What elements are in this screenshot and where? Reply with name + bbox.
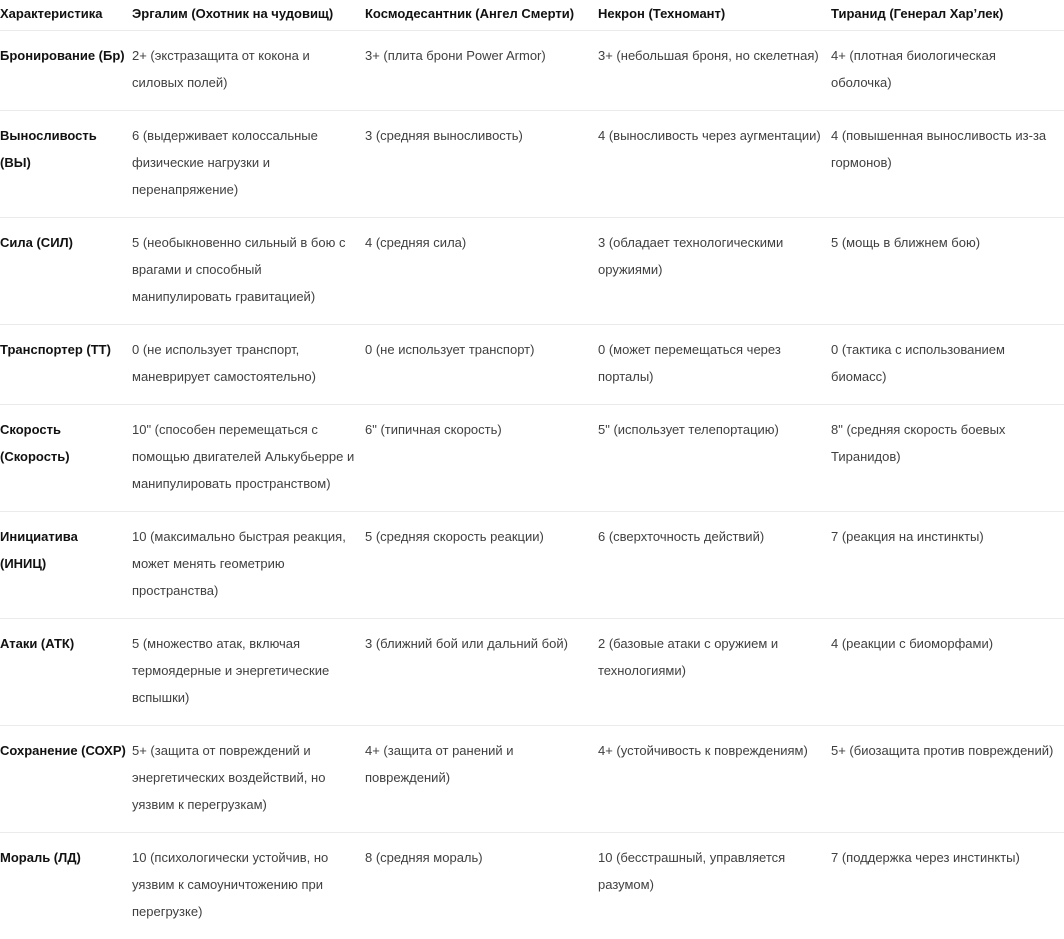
- row-label: Скорость (Скорость): [0, 405, 132, 512]
- table-row: [0, 512, 1064, 619]
- row-label: Инициатива (ИНИЦ): [0, 512, 132, 619]
- stat-cell: 5+ (биозащита против повреждений): [831, 726, 1064, 833]
- table-row: [0, 405, 1064, 512]
- stat-cell: 6 (сверхточность действий): [598, 512, 831, 619]
- stat-cell: 5 (средняя скорость реакции): [365, 512, 598, 619]
- row-label: Выносливость (ВЫ): [0, 111, 132, 218]
- stat-cell: 10 (бесстрашный, управляется разумом): [598, 833, 831, 939]
- stat-cell: 4 (средняя сила): [365, 218, 598, 325]
- table-row: [0, 619, 1064, 726]
- stat-cell: 4 (реакции с биоморфами): [831, 619, 1064, 726]
- column-header-space-marine: Космодесантник (Ангел Смерти): [365, 0, 598, 31]
- row-label: Транспортер (ТТ): [0, 325, 132, 405]
- table-row: [0, 218, 1064, 325]
- stat-cell: 4 (повышенная выносливость из-за гормонов): [831, 111, 1064, 218]
- column-header-characteristic: Характеристика: [0, 0, 132, 31]
- column-header-ergalim: Эргалим (Охотник на чудовищ): [132, 0, 365, 31]
- column-header-necron: Некрон (Техномант): [598, 0, 831, 31]
- stat-cell: 0 (не использует транспорт): [365, 325, 598, 405]
- header-row: [0, 0, 1064, 31]
- stat-cell: 3+ (плита брони Power Armor): [365, 31, 598, 111]
- stat-cell: 3 (средняя выносливость): [365, 111, 598, 218]
- stat-cell: 4+ (устойчивость к повреждениям): [598, 726, 831, 833]
- table-body: [0, 31, 1064, 939]
- table-row: [0, 111, 1064, 218]
- row-label: Сила (СИЛ): [0, 218, 132, 325]
- stat-cell: 5" (использует телепортацию): [598, 405, 831, 512]
- stat-cell: 3+ (небольшая броня, но скелетная): [598, 31, 831, 111]
- table-row: [0, 833, 1064, 939]
- stat-cell: 10 (психологически устойчив, но уязвим к самоуничтожению при перегрузке): [132, 833, 365, 939]
- table-row: [0, 325, 1064, 405]
- column-header-tyranid: Тиранид (Генерал Хар’лек): [831, 0, 1064, 31]
- stat-cell: 10 (максимально быстрая реакция, может менять геометрию пространства): [132, 512, 365, 619]
- stat-cell: 2+ (экстразащита от кокона и силовых полей): [132, 31, 365, 111]
- stat-cell: 5+ (защита от повреждений и энергетических воздействий, но уязвим к перегрузкам): [132, 726, 365, 833]
- stat-cell: 3 (обладает технологическими оружиями): [598, 218, 831, 325]
- stat-cell: 0 (не использует транспорт, маневрирует самостоятельно): [132, 325, 365, 405]
- stat-cell: 0 (тактика с использованием биомасс): [831, 325, 1064, 405]
- stat-cell: 6 (выдерживает колоссальные физические нагрузки и перенапряжение): [132, 111, 365, 218]
- stat-cell: 7 (реакция на инстинкты): [831, 512, 1064, 619]
- stat-cell: 5 (множество атак, включая термоядерные и энергетические вспышки): [132, 619, 365, 726]
- row-label: Сохранение (СОХР): [0, 726, 132, 833]
- table-row: [0, 726, 1064, 833]
- stat-cell: 4 (выносливость через аугментации): [598, 111, 831, 218]
- stat-cell: 5 (мощь в ближнем бою): [831, 218, 1064, 325]
- row-label: Атаки (АТК): [0, 619, 132, 726]
- stat-cell: 6" (типичная скорость): [365, 405, 598, 512]
- row-label: Мораль (ЛД): [0, 833, 132, 939]
- stat-cell: 0 (может перемещаться через порталы): [598, 325, 831, 405]
- stat-cell: 7 (поддержка через инстинкты): [831, 833, 1064, 939]
- stat-cell: 10" (способен перемещаться с помощью двигателей Алькубьерре и манипулировать пространством): [132, 405, 365, 512]
- stat-cell: 4+ (защита от ранений и повреждений): [365, 726, 598, 833]
- stat-cell: 2 (базовые атаки с оружием и технологиями): [598, 619, 831, 726]
- stat-cell: 4+ (плотная биологическая оболочка): [831, 31, 1064, 111]
- stat-cell: 8 (средняя мораль): [365, 833, 598, 939]
- table-row: [0, 31, 1064, 111]
- stat-cell: 3 (ближний бой или дальний бой): [365, 619, 598, 726]
- row-label: Бронирование (Бр): [0, 31, 132, 111]
- stat-cell: 5 (необыкновенно сильный в бою с врагами и способный манипулировать гравитацией): [132, 218, 365, 325]
- table-header: [0, 0, 1064, 31]
- stat-cell: 8" (средняя скорость боевых Тиранидов): [831, 405, 1064, 512]
